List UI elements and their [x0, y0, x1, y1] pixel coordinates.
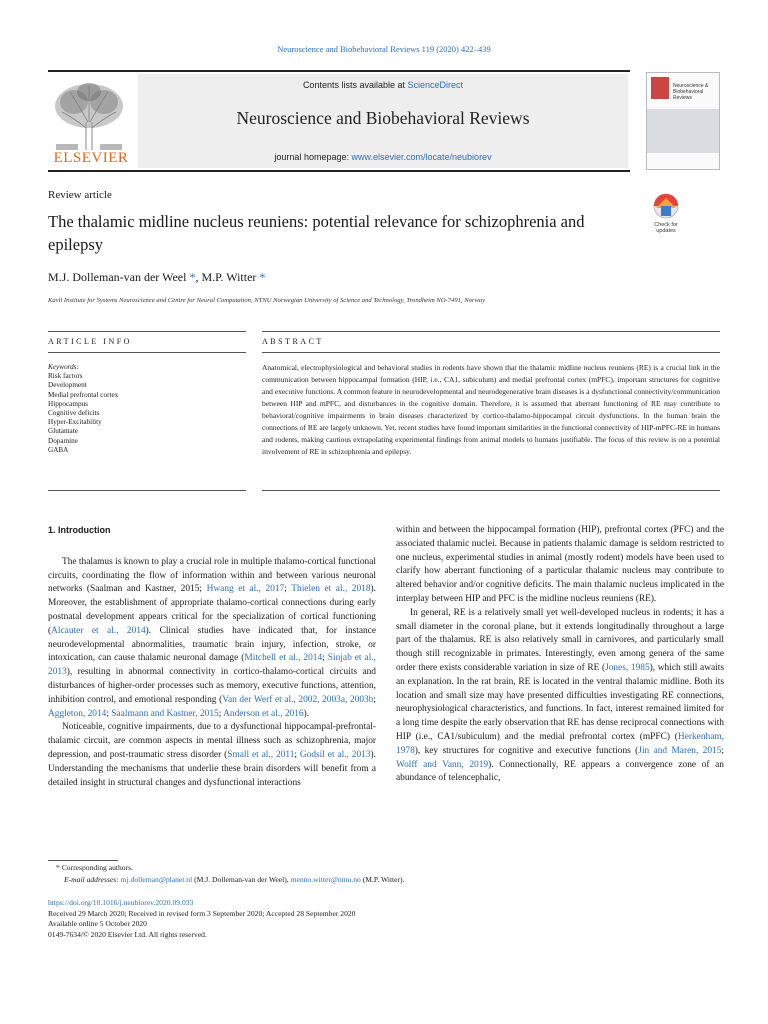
cover-stripe	[651, 77, 669, 99]
body-column-right	[396, 524, 724, 786]
citation-link[interactable]: Hwang et al., 2017	[206, 584, 285, 595]
footnote-rule	[48, 860, 118, 861]
keyword-item: Hyper-Excitability	[48, 418, 102, 427]
citation-link[interactable]: Jin and Maren, 2015	[638, 745, 722, 756]
affiliation: Kavli Institute for Systems Neuroscience and Centre for Neural Computation, NTNU Norwegian University of Science and Technology, Trondheim NO-7491, Norway	[48, 297, 486, 304]
cover-title: Neuroscience & Biobehavioral Reviews	[673, 83, 709, 101]
received-dates: Received 29 March 2020; Received in revised form 3 September 2020; Accepted 28 September 2020	[48, 908, 356, 918]
keywords-label: Keywords:	[48, 363, 79, 371]
abstract-heading-rule	[262, 352, 720, 353]
article-info-top-rule	[48, 331, 246, 332]
abstract-heading: ABSTRACT	[262, 337, 324, 346]
cover-band	[647, 109, 719, 153]
keyword-item: GABA	[48, 445, 69, 454]
author-2[interactable]: M.P. Witter	[201, 270, 257, 284]
journal-citation-link[interactable]: Neuroscience and Biobehavioral Reviews 119 (2020) 422–439	[277, 44, 491, 54]
publication-info	[48, 898, 728, 940]
corresponding-star-icon[interactable]: *	[189, 270, 196, 284]
footnotes	[48, 862, 728, 886]
journal-header-box	[138, 74, 628, 168]
homepage-line	[138, 152, 628, 162]
section-heading-introduction: 1. Introduction	[48, 525, 111, 535]
citation-link[interactable]: Alcauter et al., 2014	[51, 625, 146, 636]
journal-cover-thumbnail[interactable]	[646, 72, 720, 170]
email-name-1: (M.J. Dolleman-van der Weel),	[194, 875, 289, 884]
contents-line	[138, 80, 628, 90]
masthead	[48, 70, 630, 172]
body-paragraph: In general, RE is a relatively small yet well-developed nucleus in rodents; it has a small diameter in the coronal plane, but it extends longitudinally throughout a large part of the thalamus. RE is also relatively small in carnivores, and particularly small though still recognizable in primates. Interestingly, even among genera of the same order there exists considerable variation in size of RE (Jones, 1985), which still awaits an explanation. In the rat brain, RE is located in the ventral thalamic midline. Both its location and small size may have presented difficulties investigating RE connections, neurophysiological characteristics, and functions. In fact, interest remained limited for a long time despite the early observation that RE has dense reciprocal connections with HIP (i.e., CA1/subiculum) and the medial prefrontal cortex (mPFC) (Herkenham, 1978), key structures for cognitive and executive functions (Jin and Maren, 2015; Wolff and Vann, 2019). Connectionally, RE appears a convergence zone of an abundance of telencephalic,	[396, 607, 724, 784]
sciencedirect-link[interactable]: ScienceDirect	[407, 80, 464, 90]
article-type: Review article	[48, 189, 112, 201]
corresponding-footnote: * Corresponding authors.	[56, 863, 133, 872]
citation-link[interactable]: Van der Werf et al., 2002, 2003a, 2003b	[222, 694, 374, 705]
keyword-item: Cognitive deficits	[48, 409, 100, 418]
body-paragraph: The thalamus is known to play a crucial role in multiple thalamo-cortical functional circuits, coordinating the flow of information within and between various neuronal networks (Saalman and Kastner, 2015; Hwang et al., 2017; Thielen et al., 2018). Moreover, the establishment of appropriate thalamo-cortical connections during early postnatal development appears critical for the specialization of cortical functioning (Alcauter et al., 2014). Clinical studies have indicated that, for instance neurodevelopmental abnormalities, traumatic brain injury, infection, stroke, or intoxication, can cause thalamic neuronal damage (Mitchell et al., 2014; Sinjab et al., 2013), resulting in abnormal connectivity in cortico-thalamo-cortical circuits and disturbances of higher-order processes such as memory, executive functions, attention, inhibition control, and emotional responding (Van der Werf et al., 2002, 2003a, 2003b; Aggleton, 2014; Saalmann and Kastner, 2015; Anderson et al., 2016).	[48, 556, 377, 719]
citation-link[interactable]: Thielen et al., 2018	[291, 584, 371, 595]
article-info-heading: ARTICLE INFO	[48, 337, 132, 346]
elsevier-wordmark: ELSEVIER	[53, 150, 129, 166]
keywords-block	[48, 363, 248, 455]
article-title: The thalamic midline nucleus reuniens: potential relevance for schizophrenia and epilepsy	[48, 212, 585, 254]
doi-link[interactable]: https://doi.org/10.1016/j.neubiorev.2020.09.033	[48, 898, 194, 907]
author-1[interactable]: M.J. Dolleman-van der Weel	[48, 270, 187, 284]
crossmark-line1: Check for	[654, 222, 678, 228]
homepage-prefix: journal homepage:	[274, 152, 349, 162]
article-info-bottom-rule	[48, 490, 246, 491]
article-info-heading-rule	[48, 352, 246, 353]
masthead-bottom-rule	[48, 170, 630, 172]
email-label: E-mail addresses:	[64, 875, 119, 884]
citation-link[interactable]: Godsil et al., 2013	[299, 749, 371, 760]
online-date: Available online 5 October 2020	[48, 919, 147, 928]
email-link-2[interactable]: menno.witter@ntnu.no	[290, 875, 361, 884]
check-for-updates-icon[interactable]	[646, 192, 686, 236]
journal-homepage-link[interactable]: www.elsevier.com/locate/neubiorev	[351, 152, 492, 162]
abstract-top-rule	[262, 331, 720, 332]
contents-prefix: Contents lists available at	[302, 80, 405, 90]
keyword-item: Medial prefrontal cortex	[48, 390, 119, 399]
citation-link[interactable]: Herkenham, 1978	[396, 731, 724, 756]
abstract-text: Anatomical, electrophysiological and behavioral studies in rodents have shown that the thalamic midline nucleus reuniens (RE) is a crucial link in the communication between hippocampal formation (HIP, i.e., CA1, subiculum) and medial prefrontal cortex (mPFC), important structures for cognitive and executive functions. A common feature in neurodevelopmental and neurodegenerative brain diseases is a dysfunctional connectivity/communication between HIP and mPFC, and disturbances in the cognitive domain. Therefore, it is assumed that aberrant functioning of RE may contribute to behavioral/cognitive impairments in brain diseases characterized by cortico-thalamo-hippocampal circuit dysfunctions. In the human brain the connections of RE are largely unknown. Yet, recent studies have found important similarities in the functional connectivity of HIP-mPFC-RE in humans and rodents, making cautious extrapolating experimental findings from animal models to humans justifiable. The focus of this review is on a potential involvement of RE in schizophrenia and epilepsy.	[262, 363, 720, 456]
email-name-2: (M.P. Witter).	[362, 875, 405, 884]
keyword-item: Risk factors	[48, 372, 83, 381]
citation-link[interactable]: Wolff and Vann, 2019	[396, 759, 489, 770]
citation-link[interactable]: Mitchell et al., 2014	[244, 653, 323, 664]
citation-link[interactable]: Aggleton, 2014	[48, 708, 107, 719]
body-paragraph: within and between the hippocampal formation (HIP), prefrontal cortex (PFC) and the associated thalamic nuclei. Because in patients thalamic damage is seldom restricted to one nucleus, experimental studies in animal (mostly rodent) models have been used to clarify how aberrant functioning of a particular thalamic nucleus may contribute to altered behavior and/or cognitive deficits. The main thalamic nucleus implicated in the interplay between HIP and PFC is the midline nucleus reuniens (RE).	[396, 525, 724, 604]
keyword-item: Glutamate	[48, 427, 78, 436]
keyword-item: Hippocampus	[48, 399, 88, 408]
body-column-left	[48, 524, 376, 790]
email-footnote	[48, 874, 728, 886]
masthead-top-rule	[48, 70, 630, 72]
citation-link[interactable]: Jones, 1985	[605, 662, 650, 673]
author-list: M.J. Dolleman-van der Weel *, M.P. Witter *	[48, 270, 266, 284]
citation-link[interactable]: Saalmann and Kastner, 2015	[111, 708, 219, 719]
body-paragraph: Noticeable, cognitive impairments, due to a dysfunctional hippocampal-prefrontal-thalamic circuit, are common aspects in mental illness such as schizophrenia, major depression, and post-traumatic stress disorder (Small et al., 2011; Godsil et al., 2013). Understanding the mechanisms that underlie these brain disorders will benefit from a detailed insight in structural changes and dysfunctional interactions	[48, 722, 376, 788]
journal-title: Neuroscience and Biobehavioral Reviews	[236, 108, 530, 128]
corresponding-star-icon[interactable]: *	[259, 270, 266, 284]
citation-link[interactable]: Small et al., 2011	[227, 749, 295, 760]
abstract-bottom-rule	[262, 490, 720, 491]
keyword-item: Dopamine	[48, 436, 78, 445]
copyright: 0149-7634/© 2020 Elsevier Ltd. All rights reserved.	[48, 929, 207, 939]
crossmark-line2: updates	[656, 228, 676, 234]
email-link-1[interactable]: mj.dolleman@planet.nl	[120, 875, 193, 884]
keyword-item: Development	[48, 381, 87, 390]
citation-link[interactable]: Anderson et al., 2016	[223, 708, 304, 719]
citation-link[interactable]: Sinjab et al., 2013	[48, 653, 377, 678]
